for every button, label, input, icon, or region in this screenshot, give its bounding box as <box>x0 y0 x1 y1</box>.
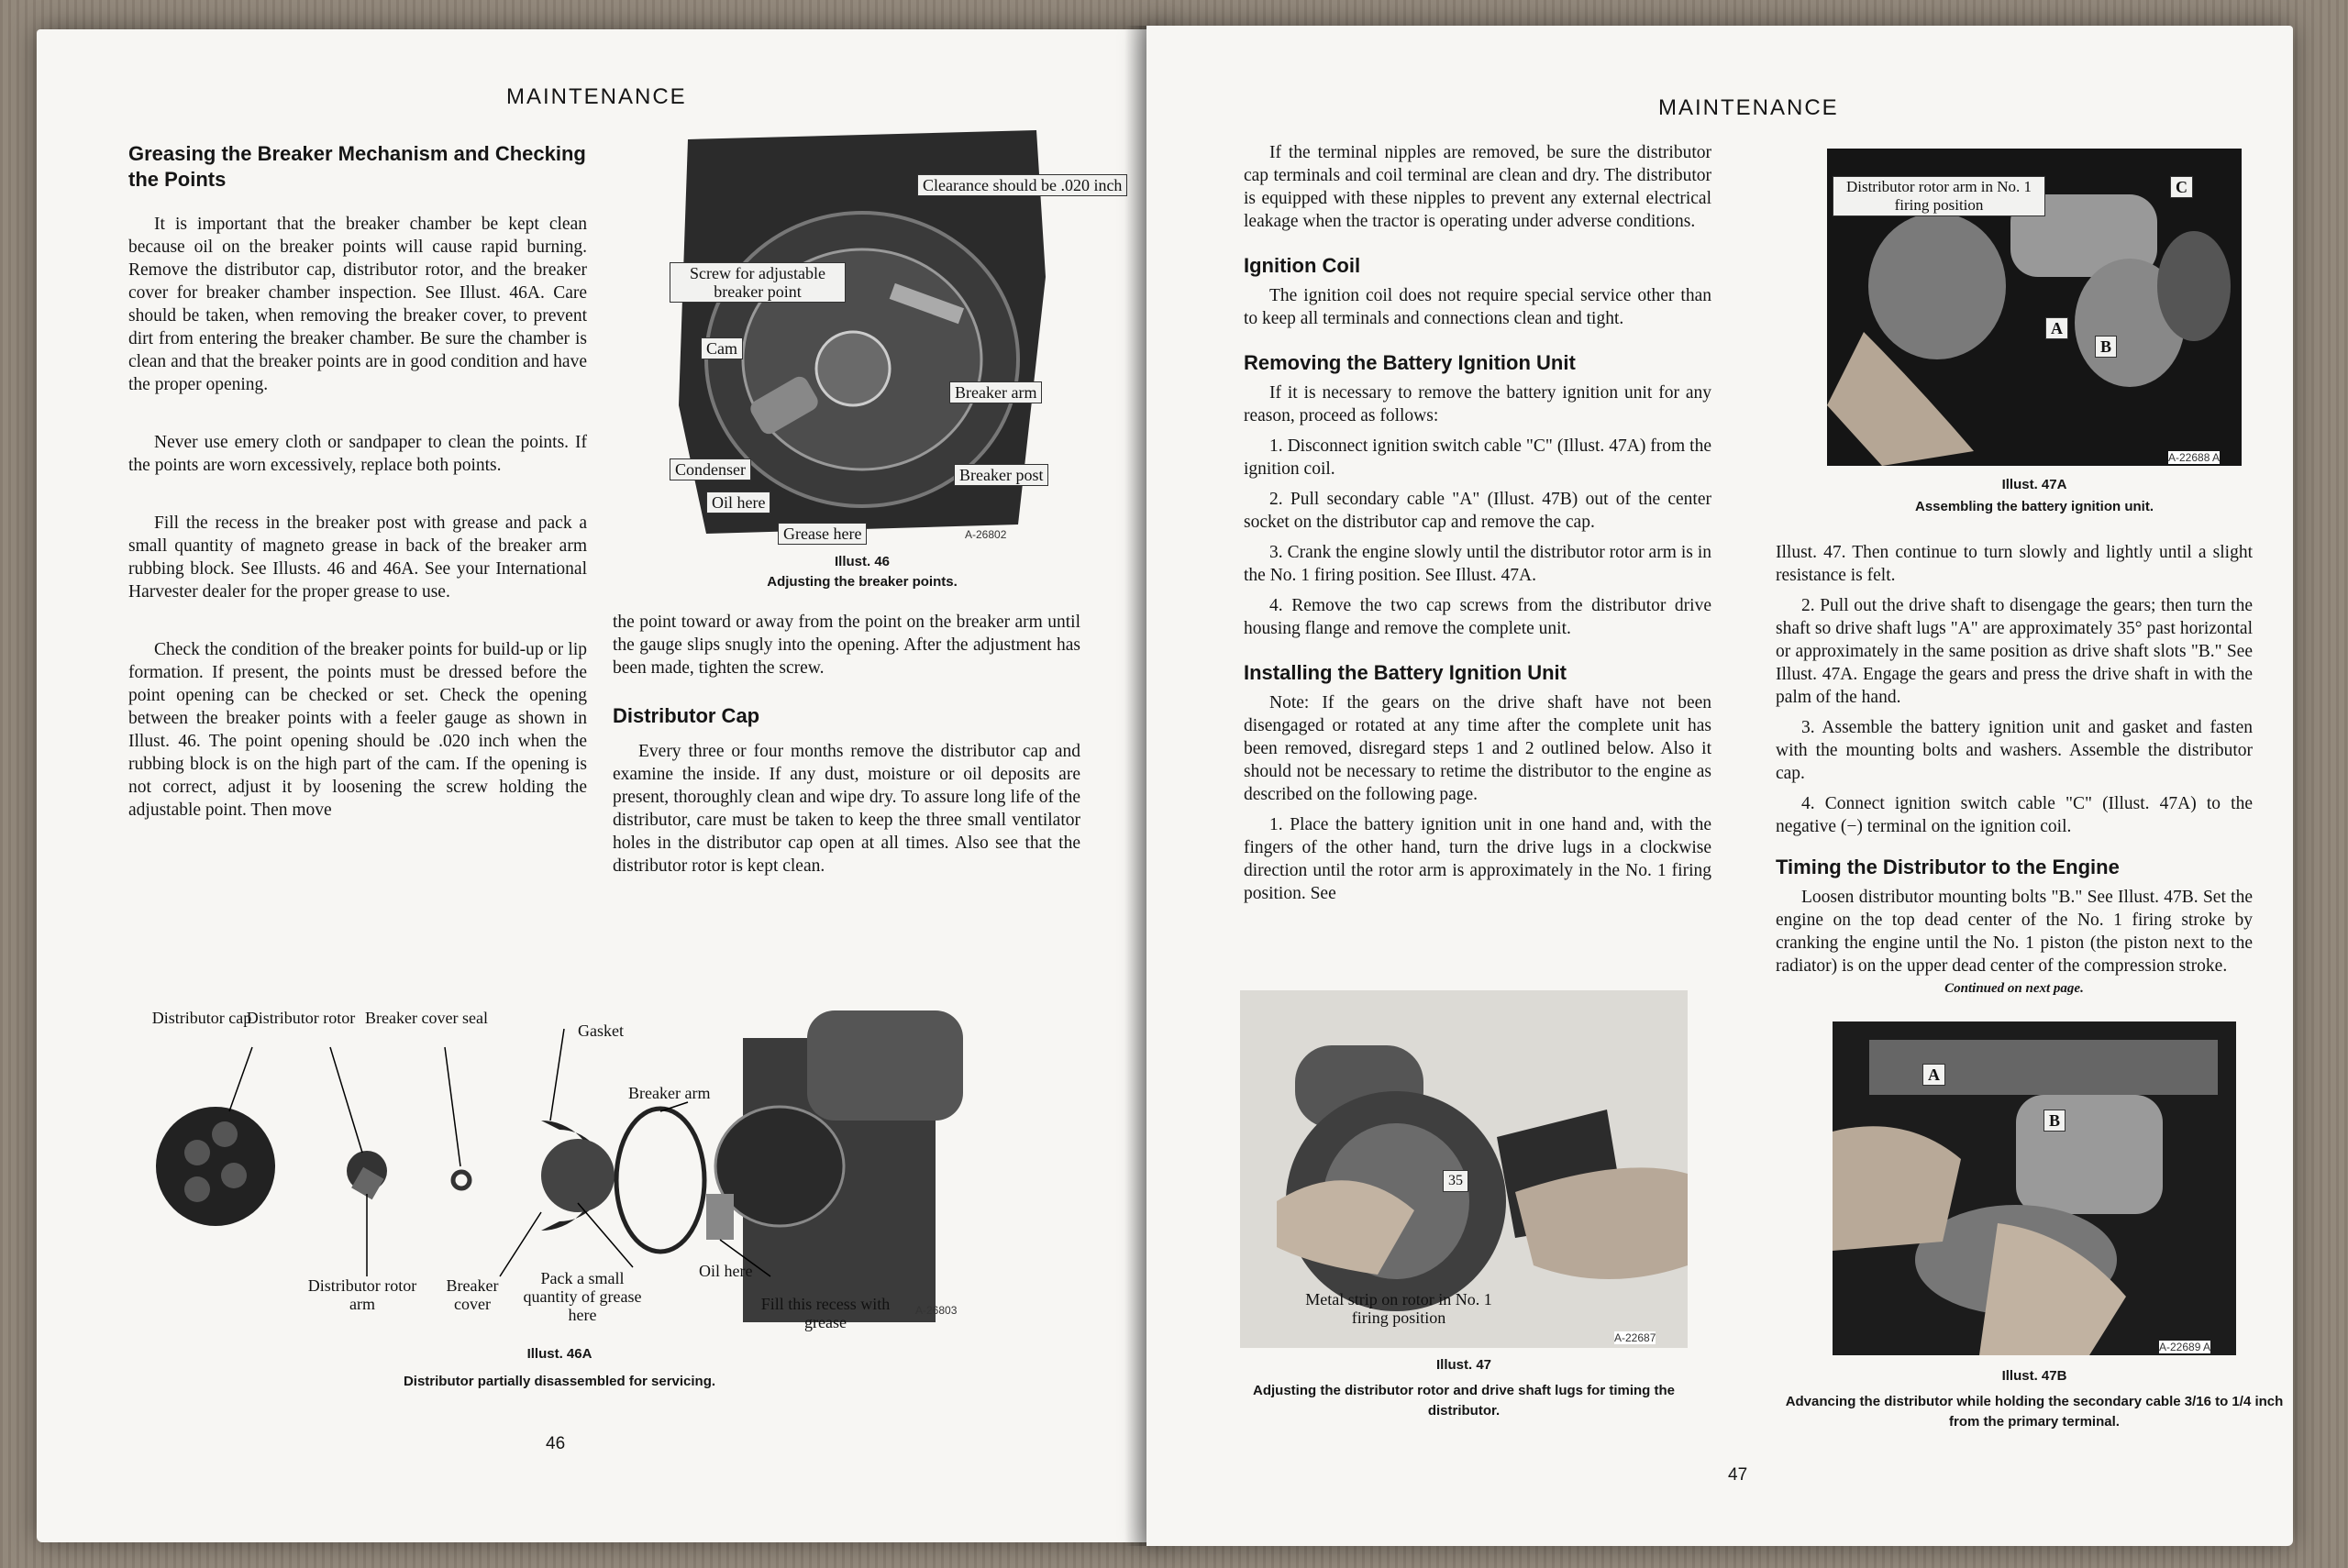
step: 1. Place the battery ignition unit in one hand and, with the fingers of the other hand, turn the drive lugs in a clockwise direction until the rotor arm is approximately in the No. 1 firing position. See <box>1244 815 1711 903</box>
section-heading-removing: Removing the Battery Ignition Unit <box>1244 351 1576 374</box>
diagram-label: Fill this recess with grease <box>760 1295 891 1331</box>
paragraph: The ignition coil does not require special service other than to keep all terminals and connections clean and tight. <box>1244 286 1711 328</box>
photo-label: C <box>2170 176 2193 198</box>
paragraph: Never use emery cloth or sandpaper to clean the points. If the points are worn excessively, replace both points. <box>128 433 587 475</box>
step: 2. Pull out the drive shaft to disengage the gears; then turn the shaft so drive shaft lugs "A" are approximately 35° past horizontal or approximately in the same position as drive shaft slots "B." See Illust. 47A. Engage the gears and press the drive shaft in with the palm of the hand. <box>1776 596 2253 707</box>
diagram-label: Oil here <box>699 1262 753 1280</box>
section-heading-greasing: Greasing the Breaker Mechanism and Checking the Points <box>128 142 586 191</box>
figure-code: A-26802 <box>965 528 1007 541</box>
page-number: 47 <box>1728 1465 1748 1485</box>
photo-label: Metal strip on rotor in No. 1 firing position <box>1305 1290 1492 1327</box>
illust-47-photo <box>1240 990 1688 1348</box>
running-head: MAINTENANCE <box>506 84 687 109</box>
illust-47a-photo <box>1827 149 2242 466</box>
figure-title: Illust. 46 <box>834 554 891 569</box>
section-heading-installing: Installing the Battery Ignition Unit <box>1244 661 1567 684</box>
paragraph: Loosen distributor mounting bolts "B." See Illust. 47B. Set the engine on the top dead center of the No. 1 firing stroke by cranking the engine until the No. 1 piston (the piston next to the radiator) is on the upper dead center of the compression stroke. <box>1776 888 2253 976</box>
diagram-label: Distributor cap <box>151 1009 252 1027</box>
step: 2. Pull secondary cable "A" (Illust. 47B) out of the center socket on the distributor cap and remove the cap. <box>1244 490 1711 532</box>
figure-caption: Assembling the battery ignition unit. <box>1914 499 2154 514</box>
left-column <box>1244 141 1711 905</box>
diagram-label: Distributor rotor arm <box>307 1276 417 1313</box>
paragraph: Note: If the gears on the drive shaft have not been disengaged or rotated at any time after the complete unit has been removed, disregard steps 1 and 2 outlined below. Also it should not be necessary to retime the distributor to the engine as described on the following page. <box>1244 693 1711 804</box>
right-column <box>613 611 1080 878</box>
paragraph: If the terminal nipples are removed, be sure the distributor cap terminals and coil terminal are clean and dry. The distributor is equipped with these nipples to prevent any external electrical leakage when the tractor is operating under adverse conditions. <box>1244 143 1711 231</box>
running-head: MAINTENANCE <box>1658 95 1839 120</box>
photo-label: B <box>2043 1110 2066 1132</box>
photo-label: Clearance should be .020 inch <box>917 174 1127 196</box>
photo-label: Condenser <box>670 458 751 480</box>
figure-caption: Distributor partially disassembled for servicing. <box>403 1374 716 1389</box>
step: 1. Disconnect ignition switch cable "C" (Illust. 47A) from the ignition coil. <box>1244 436 1711 479</box>
figure-caption: Advancing the distributor while holding the secondary cable 3/16 to 1/4 inch from the primary terminal. <box>1785 1394 2284 1430</box>
paragraph: Every three or four months remove the distributor cap and examine the inside. If any dust, moisture or oil deposits are present, thoroughly clean and wipe dry. To assure long life of the distributor, care must be taken to keep the three small ventilator holes in the distributor cap open at all times. Also see that the distributor rotor is kept clean. <box>613 742 1080 876</box>
photo-label: Grease here <box>778 523 867 545</box>
paragraph: Check the condition of the breaker points for build-up or lip formation. If present, the points must be dressed before the point opening can be checked or set. Check the opening between the breaker points with a feeler gauge as shown in Illust. 46. The point opening should be .020 inch when the rubbing block is on the high part of the cam. If the opening is not correct, adjust it by loosening the screw holding the adjustable point. Then move <box>128 640 587 820</box>
photo-label: Breaker post <box>954 464 1048 486</box>
figure-code: A-22687 <box>1614 1331 1656 1344</box>
figure-title: Illust. 46A <box>526 1346 593 1362</box>
photo-label: 35 <box>1443 1170 1468 1192</box>
figure-code: A-26803 <box>915 1304 958 1317</box>
paragraph: It is important that the breaker chamber be kept clean because oil on the breaker points will cause rapid burning. Remove the distributor cap, distributor rotor, and the breaker cover for breaker chamber inspection. See Illust. 46A. Care should be taken, when removing the breaker cover, to prevent dirt from entering the breaker chamber. Be sure the chamber is clean and that the breaker points are in good condition and have the proper opening. <box>128 215 587 394</box>
illust-46-photo <box>670 130 1123 543</box>
diagram-label: Breaker arm <box>628 1084 711 1102</box>
section-heading-ignition-coil: Ignition Coil <box>1244 254 1361 277</box>
page-number: 46 <box>546 1434 566 1453</box>
photo-label: Oil here <box>706 491 770 513</box>
paragraph: If it is necessary to remove the battery ignition unit for any reason, proceed as follows: <box>1244 383 1711 425</box>
figure-caption: Adjusting the distributor rotor and drive shaft lugs for timing the distributor. <box>1253 1383 1675 1419</box>
photo-label: B <box>2095 336 2117 358</box>
step: 3. Crank the engine slowly until the distributor rotor arm is in the No. 1 firing position. See Illust. 47A. <box>1244 543 1711 585</box>
left-page <box>37 29 1165 1542</box>
step: 3. Assemble the battery ignition unit and gasket and fasten with the mounting bolts and washers. Assemble the distributor cap. <box>1776 718 2253 783</box>
paragraph: Illust. 47. Then continue to turn slowly and lightly until a slight resistance is felt. <box>1776 543 2253 585</box>
diagram-label: Distributor rotor <box>246 1009 356 1027</box>
photo-label: Distributor rotor arm in No. 1 firing position <box>1833 176 2045 216</box>
continued-note: Continued on next page. <box>1944 981 2084 996</box>
diagram-label: Gasket <box>578 1021 624 1040</box>
figure-title: Illust. 47B <box>2001 1368 2067 1384</box>
photo-label: Cam <box>701 337 743 359</box>
left-column <box>128 141 587 822</box>
step: 4. Connect ignition switch cable "C" (Illust. 47A) to the negative (−) terminal on the ignition coil. <box>1776 794 2253 836</box>
illust-46a-diagram <box>147 974 1027 1359</box>
diagram-label: Breaker cover <box>446 1276 499 1313</box>
figure-code: A-22689 A <box>2159 1341 2211 1353</box>
right-page <box>1146 26 2293 1546</box>
illust-47b-photo <box>1833 1021 2236 1355</box>
figure-caption: Adjusting the breaker points. <box>767 574 958 590</box>
photo-label: Screw for adjustable breaker point <box>670 262 846 303</box>
paragraph: Fill the recess in the breaker post with grease and pack a small quantity of magneto grease in back of the breaker arm rubbing block. See Illusts. 46 and 46A. See your International Harvester dealer for the proper grease to use. <box>128 513 587 602</box>
section-heading-timing: Timing the Distributor to the Engine <box>1776 856 2120 878</box>
diagram-label: Breaker cover seal <box>365 1009 488 1027</box>
step: 4. Remove the two cap screws from the distributor drive housing flange and remove the complete unit. <box>1244 596 1711 638</box>
diagram-label: Pack a small quantity of grease here <box>523 1269 642 1324</box>
photo-label: Breaker arm <box>949 381 1042 403</box>
section-heading-distributor-cap: Distributor Cap <box>613 704 760 727</box>
paragraph: the point toward or away from the point on the breaker arm until the gauge slips snugly into the opening. After the adjustment has been made, tighten the screw. <box>613 613 1080 678</box>
photo-label: A <box>2045 317 2068 339</box>
figure-title: Illust. 47 <box>1435 1357 1492 1373</box>
figure-code: A-22688 A <box>2168 451 2221 464</box>
figure-title: Illust. 47A <box>2001 477 2067 492</box>
photo-label: A <box>1922 1064 1945 1086</box>
right-column <box>1776 541 2253 997</box>
